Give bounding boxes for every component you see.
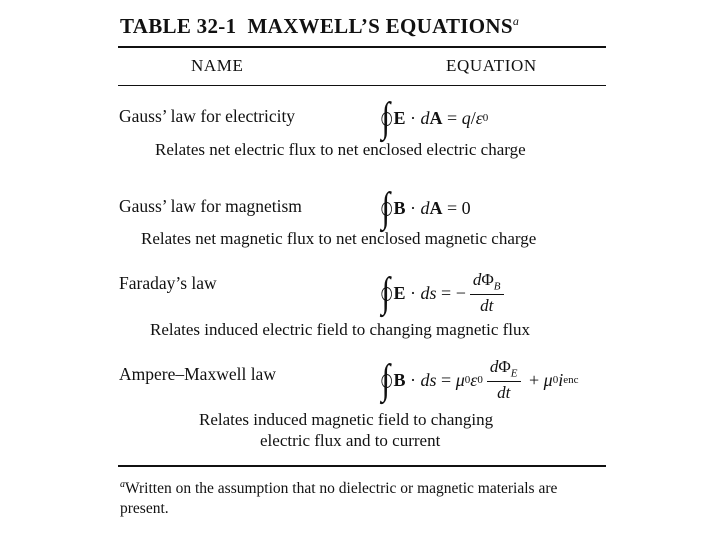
title-note-marker: a xyxy=(512,14,520,28)
closed-integral-icon: ∫ xyxy=(381,95,391,141)
closed-integral-icon: ∫ xyxy=(381,357,391,404)
footnote-marker: a xyxy=(120,479,125,490)
row-name-faraday: Faraday’s law xyxy=(119,273,217,293)
closed-integral-icon: ∫ xyxy=(381,185,391,231)
table-number: TABLE 32-1 xyxy=(120,14,237,38)
row-desc-gauss-magnetism: Relates net magnetic flux to net enclosed magnetic charge xyxy=(141,229,537,248)
footnote-line1 xyxy=(120,479,557,498)
header-rule xyxy=(118,85,606,86)
row-name-gauss-electricity: Gauss’ law for electricity xyxy=(119,106,296,126)
equation-faraday: ∫ E · ds = − $\frac{d\Phi_B}{dt}$ xyxy=(380,270,508,316)
table-heading: MAXWELL’S EQUATIONS xyxy=(247,14,513,38)
row-name-ampere-maxwell: Ampere–Maxwell law xyxy=(119,364,276,384)
footnote-line2: present. xyxy=(120,500,169,517)
equation-gauss-electricity: ∫ E · d A = q / ε 0 xyxy=(381,95,489,141)
row-desc-faraday: Relates induced electric field to changing magnetic flux xyxy=(150,320,530,339)
row-desc-ampere-maxwell-line2: electric flux and to current xyxy=(260,431,441,450)
footnote-text-1: Written on the assumption that no dielectric or magnetic materials are xyxy=(125,480,558,498)
bottom-rule xyxy=(118,465,606,467)
row-name-gauss-magnetism: Gauss’ law for magnetism xyxy=(119,196,302,216)
column-head-equation: EQUATION xyxy=(446,56,537,75)
closed-integral-icon: ∫ xyxy=(381,270,391,317)
equation-ampere-maxwell: ∫ B · ds = μ 0 ε 0 $\frac{d\Phi_E}{dt}$ + μ 0 i enc xyxy=(381,357,579,404)
column-head-name: NAME xyxy=(191,56,244,75)
equation-gauss-magnetism: ∫ B · d A = 0 xyxy=(381,185,471,231)
row-desc-ampere-maxwell-line1: Relates induced magnetic field to changing xyxy=(199,410,494,429)
top-rule xyxy=(118,46,606,48)
row-desc-gauss-electricity: Relates net electric flux to net enclosed electric charge xyxy=(155,140,526,159)
table-title xyxy=(120,14,519,39)
